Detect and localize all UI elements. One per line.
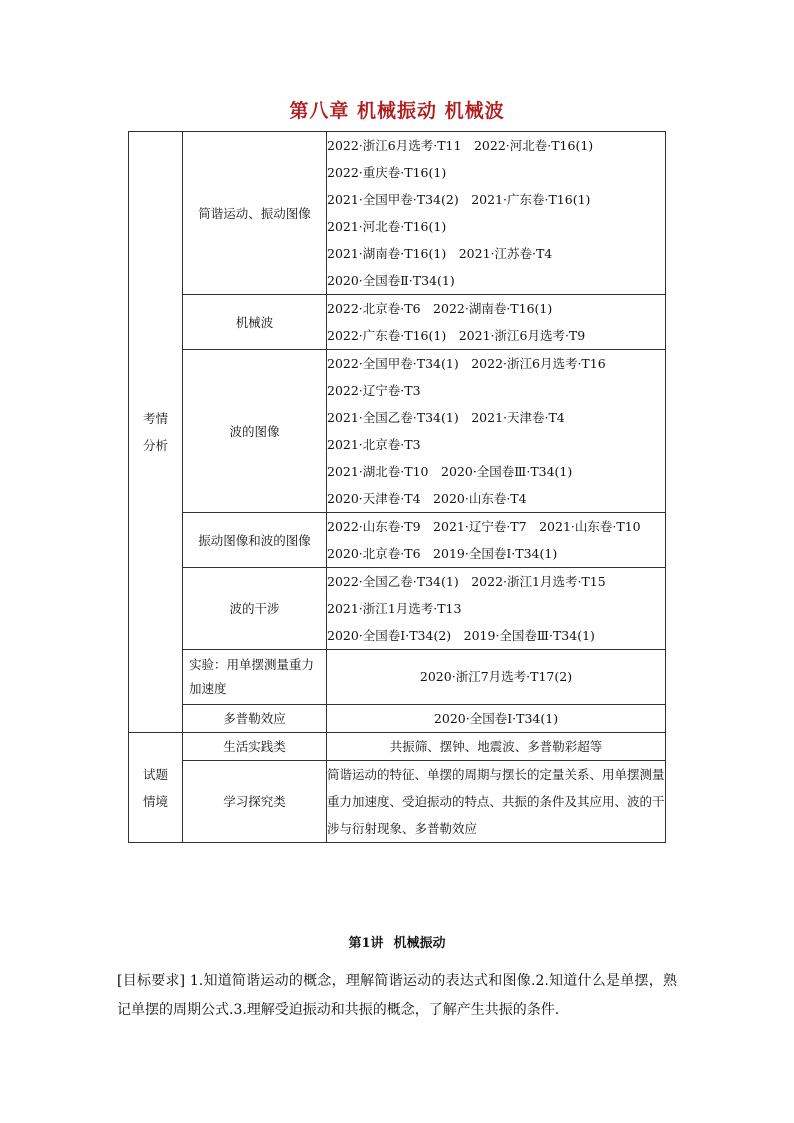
exam-line: 2022·辽宁卷·T3 xyxy=(327,383,421,398)
exam-line: 2020·北京卷·T6 2019·全国卷Ⅰ·T34(1) xyxy=(327,546,558,561)
exam-list-cell xyxy=(327,568,666,650)
goals-text: 1.知道简谐运动的概念，理解简谐运动的表达式和图像.2.知道什么是单摆，熟记单摆的周期公式.3.理解受迫振动和共振的概念，了解产生共振的条件. xyxy=(117,973,677,1018)
category-label-line1: 考情 xyxy=(142,411,168,426)
exam-list-cell xyxy=(327,705,666,733)
topic-cell: 多普勒效应 xyxy=(183,705,327,733)
topic-cell: 学习探究类 xyxy=(183,761,327,843)
exam-list-cell xyxy=(327,295,666,350)
topic-cell: 波的干涉 xyxy=(183,568,327,650)
exam-line: 2021·全国甲卷·T34(2) 2021·广东卷·T16(1) xyxy=(327,192,591,207)
category-label-line2: 分析 xyxy=(142,438,168,453)
exam-line: 2022·全国甲卷·T34(1) 2022·浙江6月选考·T16 xyxy=(327,356,606,371)
category-label-line2: 情境 xyxy=(142,793,168,809)
exam-line: 2020·全国卷Ⅱ·T34(1) xyxy=(327,273,455,288)
table-row xyxy=(129,350,666,513)
exam-line: 2022·山东卷·T9 2021·辽宁卷·T7 2021·山东卷·T10 xyxy=(327,519,641,534)
table-row xyxy=(129,513,666,568)
exam-line: 2022·广东卷·T16(1) 2021·浙江6月选考·T9 xyxy=(327,328,586,343)
exam-line: 2020·浙江7月选考·T17(2) xyxy=(419,669,573,684)
topic-cell: 实验：用单摆测量重力加速度 xyxy=(183,650,327,705)
context-text-cell: 共振筛、摆钟、地震波、多普勒彩超等 xyxy=(327,733,666,761)
table-row xyxy=(129,132,666,295)
exam-list-cell xyxy=(327,350,666,513)
exam-line: 2021·湖南卷·T16(1) 2021·江苏卷·T4 xyxy=(327,246,553,261)
context-text-cell: 简谐运动的特征、单摆的周期与摆长的定量关系、用单摆测量重力加速度、受迫振动的特点、共振的条件及其应用、波的干涉与衍射现象、多普勒效应 xyxy=(327,761,666,843)
topic-cell: 振动图像和波的图像 xyxy=(183,513,327,568)
exam-analysis-table xyxy=(128,131,666,843)
exam-line: 2022·重庆卷·T16(1) xyxy=(327,165,447,180)
exam-list-cell xyxy=(327,132,666,295)
table-row xyxy=(129,761,666,843)
exam-line: 2020·全国卷Ⅰ·T34(2) 2019·全国卷Ⅲ·T34(1) xyxy=(327,628,595,643)
category-shiti xyxy=(129,733,183,843)
exam-line: 2022·浙江6月选考·T11 2022·河北卷·T16(1) xyxy=(327,138,594,153)
category-kaoqing xyxy=(129,132,183,733)
table-row xyxy=(129,568,666,650)
lecture-title xyxy=(0,932,794,951)
table-row xyxy=(129,733,666,761)
topic-cell: 简谐运动、振动图像 xyxy=(183,132,327,295)
exam-line: 2021·河北卷·T16(1) xyxy=(327,219,447,234)
lecture-name: 机械振动 xyxy=(393,936,446,951)
exam-line: 2021·浙江1月选考·T13 xyxy=(327,601,462,616)
table-row xyxy=(129,705,666,733)
exam-line: 2021·北京卷·T3 xyxy=(327,437,421,452)
lecture-number: 第1讲 xyxy=(348,936,384,951)
exam-list-cell xyxy=(327,513,666,568)
goals-label: [目标要求] xyxy=(117,973,186,989)
topic-cell: 生活实践类 xyxy=(183,733,327,761)
exam-list-cell xyxy=(327,650,666,705)
exam-line: 2022·全国乙卷·T34(1) 2022·浙江1月选考·T15 xyxy=(327,574,606,589)
exam-line: 2020·全国卷Ⅰ·T34(1) xyxy=(433,711,559,726)
exam-line: 2021·湖北卷·T10 2020·全国卷Ⅲ·T34(1) xyxy=(327,464,573,479)
chapter-title: 第八章 机械振动 机械波 xyxy=(289,100,505,122)
exam-line: 2022·北京卷·T6 2022·湖南卷·T16(1) xyxy=(327,301,553,316)
exam-line: 2021·全国乙卷·T34(1) 2021·天津卷·T4 xyxy=(327,410,565,425)
topic-cell: 波的图像 xyxy=(183,350,327,513)
table-row xyxy=(129,650,666,705)
learning-goals xyxy=(117,967,677,1025)
topic-cell: 机械波 xyxy=(183,295,327,350)
exam-line: 2020·天津卷·T4 2020·山东卷·T4 xyxy=(327,491,527,506)
category-label-line1: 试题 xyxy=(142,766,168,782)
table-row xyxy=(129,295,666,350)
